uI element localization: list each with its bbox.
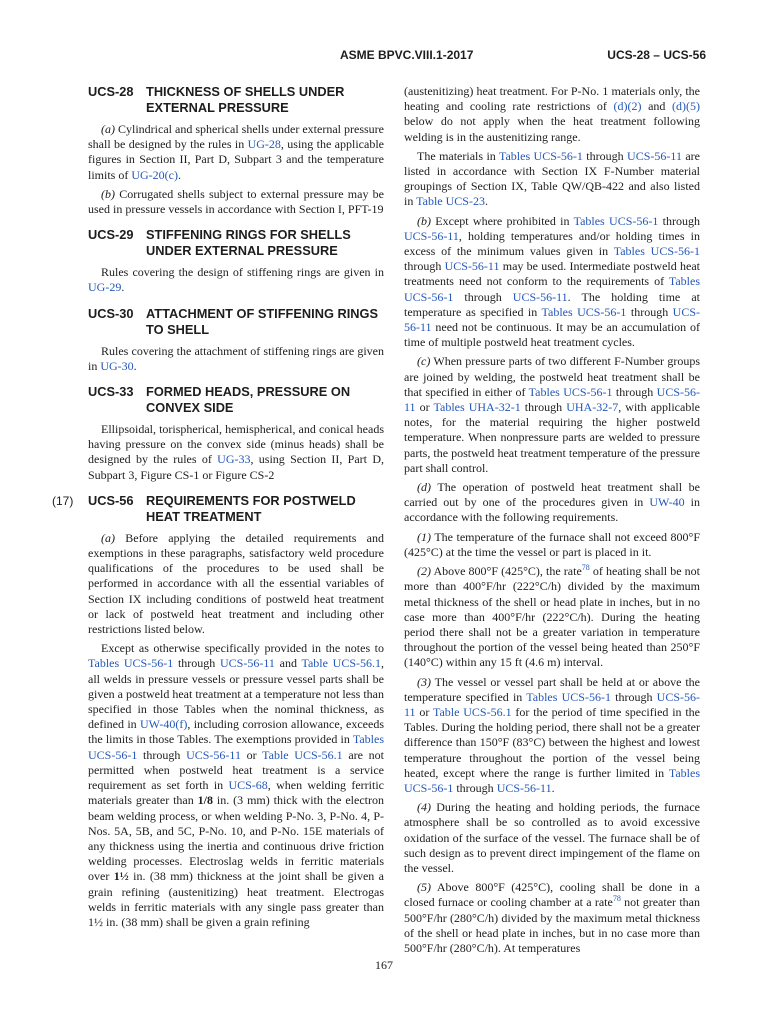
text: During the heating and holding periods, the furnace atmosphere shall be so controlled as to avoid excessive oxidation of the surface of the vessel. The furnace shall be of such design as to prevent direct impingement of the flame on the vessel. bbox=[404, 800, 700, 875]
text: . The holding time at temperature as specified in bbox=[404, 289, 700, 319]
xref-link[interactable]: UW-40 bbox=[649, 495, 685, 510]
text: , using the applicable figures in Section II, Part D, Subpart 3 and the temperature limits of bbox=[88, 137, 384, 182]
paragraph-continued bbox=[404, 84, 700, 145]
text: and bbox=[641, 99, 673, 114]
text: The temperature of the furnace shall not exceed 800°F (425°C) at the time the vessel or part is placed in it. bbox=[404, 529, 700, 559]
running-header bbox=[0, 48, 768, 68]
document-id: ASME BPVC.VIII.1-2017 bbox=[340, 48, 474, 62]
section-heading bbox=[88, 384, 384, 416]
text: . bbox=[178, 167, 181, 182]
text: , using Section II, Part D, Subpart 3, Figure CS-1 or Figure CS-2 bbox=[88, 452, 384, 482]
item-tag: (4) bbox=[417, 800, 431, 815]
text: in. (38 mm) thickness at the joint shall be given a grain refining (austenitizing) heat treatment. Electrogas welds in ferritic materials with any single pass greater than bbox=[88, 869, 384, 914]
text: Rules covering the design of stiffening rings are given in bbox=[101, 265, 384, 280]
text: or bbox=[240, 747, 263, 762]
section-number: UCS-28 bbox=[88, 84, 134, 99]
section-number: UCS-29 bbox=[88, 227, 134, 243]
left-column bbox=[52, 84, 385, 940]
text: . bbox=[133, 358, 137, 373]
text: for the period of time specified in the Tables. During the holding period, there shall not be a greater difference than 150°F (83°C) between the highest and lowest temperature throughout the portion of the vessel being heated, except where the range is further limited in bbox=[404, 704, 701, 780]
text: through bbox=[453, 780, 497, 795]
xref-link[interactable]: Tables UCS-56-1 bbox=[88, 732, 384, 762]
section-heading bbox=[88, 306, 384, 338]
section-title: FORMED HEADS, PRESSURE ON CONVEX SIDE bbox=[146, 384, 351, 416]
item-tag: (3) bbox=[417, 674, 431, 689]
paragraph-a bbox=[88, 122, 384, 183]
section-title: STIFFENING RINGS FOR SHELLS UNDER EXTERNAL PRESSURE bbox=[146, 227, 351, 259]
fraction: 1½ bbox=[113, 869, 129, 884]
xref-link[interactable]: UHA-32-7 bbox=[566, 400, 619, 415]
fraction: 1½ bbox=[88, 914, 103, 929]
xref-link[interactable]: UCS-56-11 bbox=[444, 259, 500, 274]
xref-link[interactable]: UCS-56-11 bbox=[220, 656, 275, 671]
text: through bbox=[612, 384, 657, 399]
item-tag: (b) bbox=[101, 186, 115, 201]
section-ucs-33 bbox=[88, 384, 384, 483]
text: Except where prohibited in bbox=[431, 213, 574, 228]
paragraph-a bbox=[88, 531, 384, 637]
text: are not permitted when postweld heat treatment is a service requirement as set forth in bbox=[88, 747, 385, 793]
text: or bbox=[415, 400, 434, 415]
text: through bbox=[173, 656, 220, 671]
revision-marker: (17) bbox=[52, 493, 74, 508]
section-heading bbox=[88, 84, 384, 116]
fraction: 1/8 bbox=[197, 793, 214, 808]
xref-link[interactable]: UG-29 bbox=[88, 280, 122, 295]
text: or bbox=[415, 704, 433, 719]
text: Above 800°F (425°C), the rate bbox=[431, 564, 582, 579]
xref-link[interactable]: Table UCS-56.1 bbox=[301, 656, 381, 671]
item-tag: (a) bbox=[101, 530, 115, 545]
xref-link[interactable]: UCS-68 bbox=[228, 778, 268, 793]
section-ucs-29 bbox=[88, 227, 384, 295]
xref-link[interactable]: Table UCS-56.1 bbox=[432, 704, 512, 719]
text: (austenitizing) heat treatment. For P-No. 1 materials only, the heating and cooling rate restrictions of bbox=[404, 84, 700, 114]
right-column bbox=[404, 84, 700, 960]
text: Before applying the detailed requirements and exemptions in these paragraphs, satisfactory weld procedure qualifications of the procedures to be used shall be performed in accordance with all the essential variables of Section IX including conditions of postweld heat treatment or lack of postweld heat treatment and including other restrictions listed below. bbox=[88, 530, 384, 637]
xref-link[interactable]: Tables UCS-56-1 bbox=[573, 213, 659, 228]
item-tag: (d) bbox=[417, 480, 431, 495]
item-tag: (c) bbox=[417, 354, 431, 369]
section-ucs-30 bbox=[88, 306, 384, 374]
text: through bbox=[610, 689, 657, 704]
text: through bbox=[404, 259, 445, 274]
text: through bbox=[520, 400, 567, 415]
xref-link[interactable]: Tables UCS-56-1 bbox=[404, 274, 700, 304]
footnote-ref[interactable]: 78 bbox=[612, 894, 621, 904]
xref-link[interactable]: Tables UCS-56-1 bbox=[498, 148, 583, 163]
section-number: UCS-56 bbox=[88, 492, 134, 508]
text: of heating shall be not more than 400°F/hr (222°C/h) divided by the maximum metal thickness of the shell or head plate in inches, but in no case more than 400°F/hr (222°C/h). During the heating period there shall not be a greater variation in temperature throughout the portion of the vessel being heated than 250°F (140°C) within any 15 ft (4.6 m) interval. bbox=[404, 564, 700, 670]
xref-link[interactable]: Tables UCS-56-1 bbox=[528, 384, 613, 399]
section-ucs-56 bbox=[52, 492, 385, 930]
paragraph-d bbox=[404, 480, 700, 526]
text: . bbox=[551, 780, 555, 795]
text: , with applicable notes, for the material requiring the higher postweld temperature. When nonpressure parts are welded to pressure parts, the postweld heat treatment temperature of the pressure part shall control. bbox=[404, 400, 700, 475]
text: not greater than 500°F/hr (280°C/h) divided by the maximum metal thickness of the shell or head plate in inches, but in no case more than 500°F/hr (280°C/h). At temperatures bbox=[404, 895, 700, 955]
xref-link[interactable]: (d)(2) bbox=[613, 99, 642, 114]
page-number: 167 bbox=[375, 958, 393, 972]
xref-link[interactable]: Table UCS-56.1 bbox=[262, 747, 343, 762]
xref-link[interactable]: Tables UHA-32-1 bbox=[433, 400, 521, 415]
text: The operation of postweld heat treatment shall be carried out by one of the procedures given in bbox=[404, 480, 700, 510]
xref-link[interactable]: UCS-56-11 bbox=[512, 289, 568, 304]
xref-link[interactable]: Table UCS-23 bbox=[416, 194, 485, 209]
text: need not be continuous. It may be an accumulation of time of multiple postweld heat treatment cycles. bbox=[404, 320, 700, 350]
text: are listed in accordance with Section IX F-Number material groupings of Section IX, Table QW/QB-422 and also listed in bbox=[404, 148, 700, 209]
text: The vessel or vessel part shall be held at or above the temperature specified in bbox=[404, 674, 700, 704]
text: , including corrosion allowance, exceeds the limits in those Tables. The exemptions provided in bbox=[88, 717, 384, 747]
paragraph-c bbox=[404, 354, 700, 476]
section-ucs-28 bbox=[88, 84, 384, 217]
text: through bbox=[658, 213, 701, 228]
paragraph bbox=[88, 422, 384, 483]
text: Corrugated shells subject to external pressure may be used in pressure vessels in accordance with Section I, PFT-19 bbox=[88, 186, 384, 217]
xref-link[interactable]: UG-20(c) bbox=[131, 167, 178, 182]
paragraph-d2 bbox=[404, 564, 700, 670]
text: Cylindrical and spherical shells under external pressure shall be designed by the rules in bbox=[88, 122, 384, 152]
section-title: THICKNESS OF SHELLS UNDER EXTERNAL PRESSURE bbox=[146, 84, 345, 115]
text: Ellipsoidal, torispherical, hemispherical, and conical heads having pressure on the convex side (minus heads) shall be designed by the rules of bbox=[88, 422, 384, 467]
xref-link[interactable]: Tables UCS-56-1 bbox=[88, 656, 174, 671]
text: may be used. Intermediate postweld heat treatments need not conform to the requirements of bbox=[404, 259, 700, 289]
section-heading bbox=[52, 492, 384, 525]
text: . bbox=[121, 280, 125, 295]
item-tag: (b) bbox=[417, 213, 431, 228]
text: Rules covering the attachment of stiffening rings are given in bbox=[88, 343, 384, 373]
text: in. (3 mm) thick with the electron beam welding process, or when welding P-No. 3, P-No. 4, P-Nos. 5A, 5B, and 5C, P-No. 10, and P-No. 15E materials of any thickness using the inertia and continuous drive friction welding processes. Electroslag welds in ferritic materials over bbox=[88, 793, 384, 884]
item-tag: (5) bbox=[417, 880, 431, 895]
paragraph-d5 bbox=[404, 880, 700, 956]
section-range: UCS-28 – UCS-56 bbox=[607, 48, 706, 62]
paragraph bbox=[88, 344, 384, 374]
xref-link[interactable]: UCS-56-11 bbox=[496, 780, 552, 795]
text: . bbox=[484, 194, 488, 209]
text: , all welds in pressure vessels or pressure vessel parts shall be given a postweld heat treatment at a temperature not less than specified in those Tables when the nominal thickness, as defined in bbox=[88, 656, 384, 732]
section-number: UCS-30 bbox=[88, 305, 134, 321]
text: through bbox=[137, 747, 187, 762]
paragraph-d3 bbox=[404, 675, 700, 797]
xref-link[interactable]: UW-40(f) bbox=[140, 717, 188, 732]
paragraph-d4 bbox=[404, 800, 700, 876]
text: Except as otherwise specifically provided in the notes to bbox=[101, 641, 384, 656]
xref-link[interactable]: Tables UCS-56-1 bbox=[526, 689, 611, 704]
text: The materials in bbox=[417, 148, 499, 163]
text: through bbox=[582, 148, 628, 163]
item-tag: (1) bbox=[417, 529, 431, 544]
xref-link[interactable]: UCS-56-11 bbox=[404, 228, 459, 243]
text: , holding temperatures and/or holding times in excess of the minimum values given in bbox=[404, 228, 700, 259]
xref-link[interactable]: (d)(5) bbox=[672, 99, 700, 114]
footnote-ref[interactable]: 78 bbox=[581, 563, 590, 573]
paragraph-exemptions bbox=[88, 641, 384, 930]
xref-link[interactable]: UCS-56-11 bbox=[404, 384, 700, 415]
xref-link[interactable]: UCS-56-11 bbox=[186, 747, 241, 762]
section-title: ATTACHMENT OF STIFFENING RINGS TO SHELL bbox=[146, 305, 378, 337]
text: and bbox=[274, 656, 302, 671]
paragraph-b bbox=[404, 214, 700, 351]
xref-link[interactable]: Tables UCS-56-1 bbox=[541, 304, 627, 319]
item-tag: (2) bbox=[417, 564, 431, 579]
text: When pressure parts of two different F-Number groups are joined by welding, the postweld heat treatment shall be that specified in either of bbox=[404, 354, 700, 399]
section-title: REQUIREMENTS FOR POSTWELD HEAT TREATMENT bbox=[146, 492, 356, 524]
paragraph-materials bbox=[404, 149, 700, 210]
text: through bbox=[453, 289, 513, 304]
text: in. (38 mm) shall be given a grain refining bbox=[103, 914, 310, 929]
paragraph-b bbox=[88, 187, 384, 217]
xref-link[interactable]: UCS-56-11 bbox=[627, 148, 682, 163]
paragraph bbox=[88, 265, 384, 295]
item-tag: (a) bbox=[101, 122, 115, 136]
paragraph-d1 bbox=[404, 530, 700, 560]
xref-link[interactable]: UG-28 bbox=[247, 137, 281, 152]
xref-link[interactable]: UG-33 bbox=[217, 452, 251, 467]
text: Above 800°F (425°C), cooling shall be done in a closed furnace or cooling chamber at a rate bbox=[404, 880, 700, 910]
text: through bbox=[626, 304, 673, 319]
text: in accordance with the following requirements. bbox=[404, 495, 700, 525]
section-number: UCS-33 bbox=[88, 384, 134, 400]
xref-link[interactable]: UG-30 bbox=[100, 358, 134, 373]
xref-link[interactable]: Tables UCS-56-1 bbox=[404, 765, 700, 795]
text: , when welding ferritic materials greater than bbox=[88, 778, 384, 808]
xref-link[interactable]: UCS-56-11 bbox=[404, 689, 700, 719]
xref-link[interactable]: UCS-56-11 bbox=[404, 304, 700, 335]
text: below do not apply when the heat treatment following welding is in the austenitizing range. bbox=[404, 114, 700, 144]
section-heading bbox=[88, 227, 384, 259]
xref-link[interactable]: Tables UCS-56-1 bbox=[613, 244, 701, 259]
